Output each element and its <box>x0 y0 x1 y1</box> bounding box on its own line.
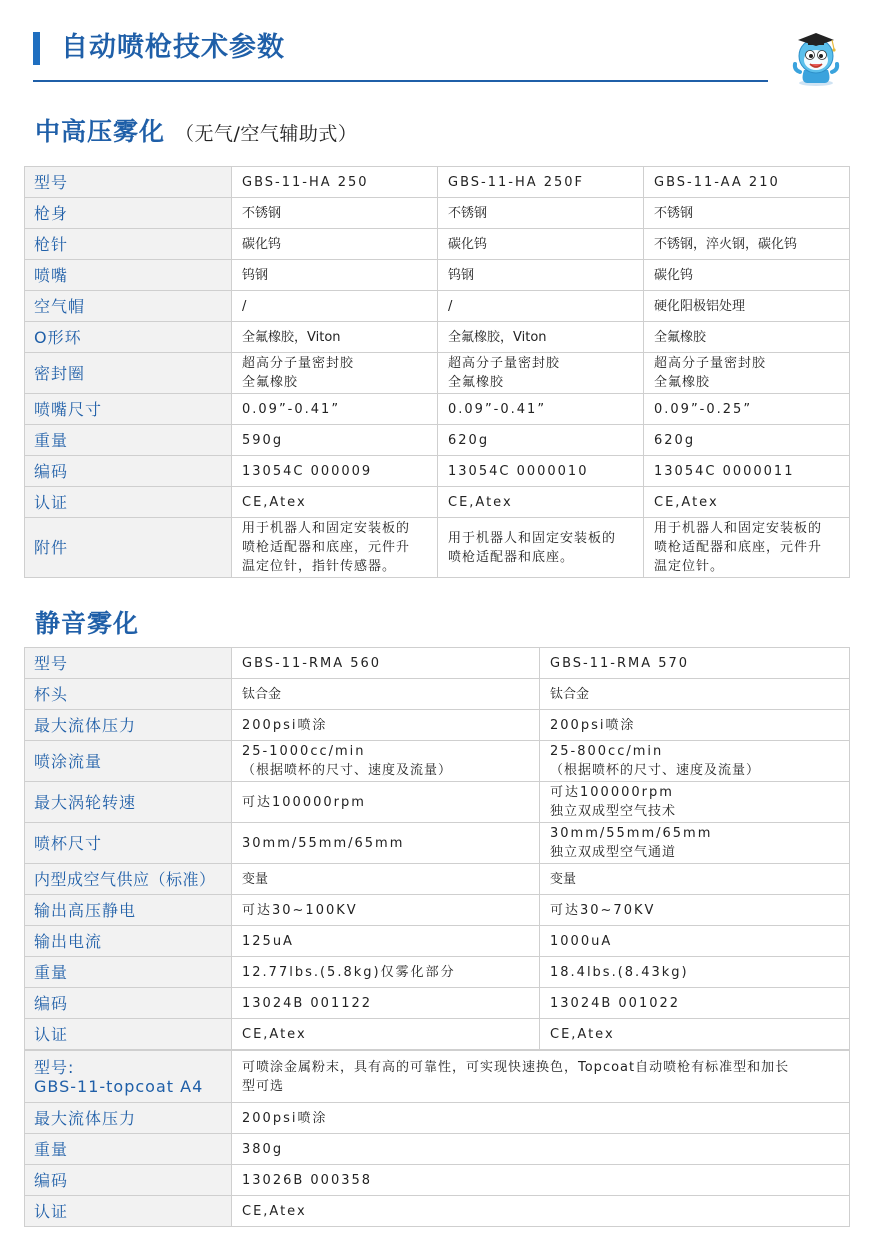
row-label: 喷杯尺寸 <box>25 823 232 864</box>
table-cell <box>232 741 540 782</box>
row-label: 最大涡轮转速 <box>25 782 232 823</box>
table-cell: CE,Atex <box>232 1019 540 1050</box>
table-cell: 钛合金 <box>540 679 850 710</box>
table-cell: CE,Atex <box>540 1019 850 1050</box>
table-cell: 0.09”-0.41” <box>232 394 438 425</box>
spec-table-medium-high-pressure <box>24 166 850 578</box>
table-cell: GBS-11-HA 250 <box>232 167 438 198</box>
cell-line: 超高分子量密封胶 <box>654 356 767 371</box>
table-cell: CE,Atex <box>644 487 850 518</box>
table-cell: 12.77lbs.(5.8kg)仅雾化部分 <box>232 957 540 988</box>
table-cell <box>232 1051 850 1103</box>
table-cell <box>644 518 850 578</box>
table-cell: 碳化钨 <box>644 260 850 291</box>
table-row <box>25 1019 850 1050</box>
table-row <box>25 394 850 425</box>
row-label: 重量 <box>25 1134 232 1165</box>
row-label <box>25 1051 232 1103</box>
table-row <box>25 456 850 487</box>
section-subtitle: （无气/空气辅助式） <box>175 123 358 145</box>
table-cell: 钨钢 <box>232 260 438 291</box>
cell-line: （根据喷杯的尺寸、速度及流量） <box>550 763 761 778</box>
table-cell <box>438 518 644 578</box>
table-cell: 0.09”-0.41” <box>438 394 644 425</box>
cell-line: 喷枪适配器和底座，元件升 <box>242 540 411 555</box>
table-cell: 13024B 001122 <box>232 988 540 1019</box>
row-label: 最大流体压力 <box>25 1103 232 1134</box>
cell-line: 用于机器人和固定安装板的 <box>448 530 617 546</box>
row-label: 附件 <box>25 518 232 578</box>
table-row <box>25 1134 850 1165</box>
table-cell: 不锈钢 <box>232 198 438 229</box>
cell-line: 温定位针，指针传感器。 <box>242 559 397 574</box>
section-title-medium-high-pressure <box>35 112 357 148</box>
table-row <box>25 229 850 260</box>
cell-line: 用于机器人和固定安装板的 <box>242 521 411 536</box>
table-cell: 1000uA <box>540 926 850 957</box>
table-cell: 13026B 000358 <box>232 1165 850 1196</box>
table-cell: / <box>232 291 438 322</box>
cell-line: 温定位针。 <box>654 559 725 574</box>
table-cell: 13024B 001022 <box>540 988 850 1019</box>
cell-line: 喷枪适配器和底座。 <box>448 549 575 565</box>
table-cell <box>540 741 850 782</box>
cell-line: 全氟橡胶 <box>654 375 711 390</box>
table-row <box>25 782 850 823</box>
table-cell: 硬化阳极铝处理 <box>644 291 850 322</box>
table-row <box>25 487 850 518</box>
table-cell: 钨钢 <box>438 260 644 291</box>
table-cell: 不锈钢，淬火钢，碳化钨 <box>644 229 850 260</box>
table-row <box>25 741 850 782</box>
section-title-text: 静音雾化 <box>35 609 140 638</box>
table-row <box>25 895 850 926</box>
table-cell: 200psi喷涂 <box>232 1103 850 1134</box>
table-cell: 590g <box>232 425 438 456</box>
cell-line: 25-800cc/min <box>550 744 664 759</box>
table-row <box>25 167 850 198</box>
table-cell: 不锈钢 <box>438 198 644 229</box>
table-row <box>25 518 850 578</box>
table-cell: CE,Atex <box>232 487 438 518</box>
row-label: 枪身 <box>25 198 232 229</box>
table-cell: GBS-11-RMA 560 <box>232 648 540 679</box>
table-cell: GBS-11-RMA 570 <box>540 648 850 679</box>
table-row <box>25 679 850 710</box>
table-cell: 可达30~100KV <box>232 895 540 926</box>
row-label: 喷嘴 <box>25 260 232 291</box>
row-label: 最大流体压力 <box>25 710 232 741</box>
row-label: 编码 <box>25 988 232 1019</box>
spec-table-silent-atomization <box>24 647 850 1050</box>
table-cell: GBS-11-HA 250F <box>438 167 644 198</box>
row-label: O形环 <box>25 322 232 353</box>
table-cell: 620g <box>644 425 850 456</box>
table-cell: 变量 <box>540 864 850 895</box>
table-cell: 碳化钨 <box>232 229 438 260</box>
table-cell: 不锈钢 <box>644 198 850 229</box>
table-cell <box>540 823 850 864</box>
table-cell: 13054C 000009 <box>232 456 438 487</box>
table-cell <box>232 518 438 578</box>
row-label: 认证 <box>25 487 232 518</box>
table-cell: 可达30~70KV <box>540 895 850 926</box>
row-label: 枪针 <box>25 229 232 260</box>
mascot-icon <box>788 26 844 86</box>
row-label: 认证 <box>25 1196 232 1227</box>
table-row <box>25 1103 850 1134</box>
row-label: 编码 <box>25 1165 232 1196</box>
row-label: 密封圈 <box>25 353 232 394</box>
table-cell: CE,Atex <box>438 487 644 518</box>
table-cell: 碳化钨 <box>438 229 644 260</box>
table-cell <box>438 353 644 394</box>
page-title: 自动喷枪技术参数 <box>61 32 285 63</box>
table-row <box>25 926 850 957</box>
cell-line: 型可选 <box>242 1078 285 1094</box>
row-label: 重量 <box>25 957 232 988</box>
cell-line: 喷枪适配器和底座，元件升 <box>654 540 823 555</box>
cell-line: 可喷涂金属粉末，具有高的可靠性，可实现快速换色，Topcoat自动喷枪有标准型和加长 <box>242 1059 790 1075</box>
cell-line: 超高分子量密封胶 <box>448 356 561 371</box>
cell-line: 超高分子量密封胶 <box>242 356 355 371</box>
table-cell: 200psi喷涂 <box>540 710 850 741</box>
cell-line: 可达100000rpm <box>550 785 674 800</box>
cell-line: 全氟橡胶 <box>242 375 299 390</box>
row-label: 空气帽 <box>25 291 232 322</box>
table-cell: CE,Atex <box>232 1196 850 1227</box>
table-cell: 钛合金 <box>232 679 540 710</box>
row-label: 输出电流 <box>25 926 232 957</box>
table-cell: / <box>438 291 644 322</box>
table-cell: 全氟橡胶 <box>644 322 850 353</box>
table-cell: 13054C 0000010 <box>438 456 644 487</box>
row-label: 输出高压静电 <box>25 895 232 926</box>
table-row <box>25 1165 850 1196</box>
table-cell: 全氟橡胶，Viton <box>232 322 438 353</box>
table-cell: 125uA <box>232 926 540 957</box>
table-row <box>25 1196 850 1227</box>
row-label: 重量 <box>25 425 232 456</box>
table-row <box>25 957 850 988</box>
cell-line: 独立双成型空气通道 <box>550 845 677 860</box>
page-header <box>33 30 768 82</box>
table-row <box>25 291 850 322</box>
table-row <box>25 988 850 1019</box>
table-cell <box>232 353 438 394</box>
row-label: 编码 <box>25 456 232 487</box>
cell-line: 全氟橡胶 <box>448 375 505 390</box>
table-cell <box>644 353 850 394</box>
table-cell: 200psi喷涂 <box>232 710 540 741</box>
cell-line: 30mm/55mm/65mm <box>550 826 713 841</box>
table-cell: 18.4lbs.(8.43kg) <box>540 957 850 988</box>
table-row <box>25 425 850 456</box>
table-row <box>25 198 850 229</box>
cell-line: 25-1000cc/min <box>242 744 366 759</box>
table-cell: 380g <box>232 1134 850 1165</box>
cell-line: （根据喷杯的尺寸、速度及流量） <box>242 763 453 778</box>
cell-line: 用于机器人和固定安装板的 <box>654 521 823 536</box>
section-title-silent-atomization <box>35 604 139 640</box>
row-label: 杯头 <box>25 679 232 710</box>
row-label: 喷涂流量 <box>25 741 232 782</box>
table-cell: GBS-11-AA 210 <box>644 167 850 198</box>
table-cell: 13054C 0000011 <box>644 456 850 487</box>
table-row <box>25 864 850 895</box>
row-label: 型号 <box>25 167 232 198</box>
table-cell: 可达100000rpm <box>232 782 540 823</box>
table-row <box>25 1051 850 1103</box>
table-cell: 620g <box>438 425 644 456</box>
table-row <box>25 648 850 679</box>
section-title-text: 中高压雾化 <box>35 117 166 146</box>
row-label: 认证 <box>25 1019 232 1050</box>
table-cell: 全氟橡胶，Viton <box>438 322 644 353</box>
cell-line: 型号: <box>34 1057 75 1077</box>
table-row <box>25 260 850 291</box>
table-row <box>25 710 850 741</box>
table-cell: 变量 <box>232 864 540 895</box>
table-cell: 30mm/55mm/65mm <box>232 823 540 864</box>
row-label: 内型成空气供应（标准） <box>25 864 232 895</box>
table-cell <box>540 782 850 823</box>
table-row <box>25 322 850 353</box>
cell-line: 独立双成型空气技术 <box>550 804 677 819</box>
table-row <box>25 353 850 394</box>
cell-line: GBS-11-topcoat A4 <box>34 1076 204 1096</box>
header-accent-bar <box>33 32 40 65</box>
table-row <box>25 823 850 864</box>
table-cell: 0.09”-0.25” <box>644 394 850 425</box>
row-label: 型号 <box>25 648 232 679</box>
spec-table-topcoat <box>24 1050 850 1227</box>
row-label: 喷嘴尺寸 <box>25 394 232 425</box>
